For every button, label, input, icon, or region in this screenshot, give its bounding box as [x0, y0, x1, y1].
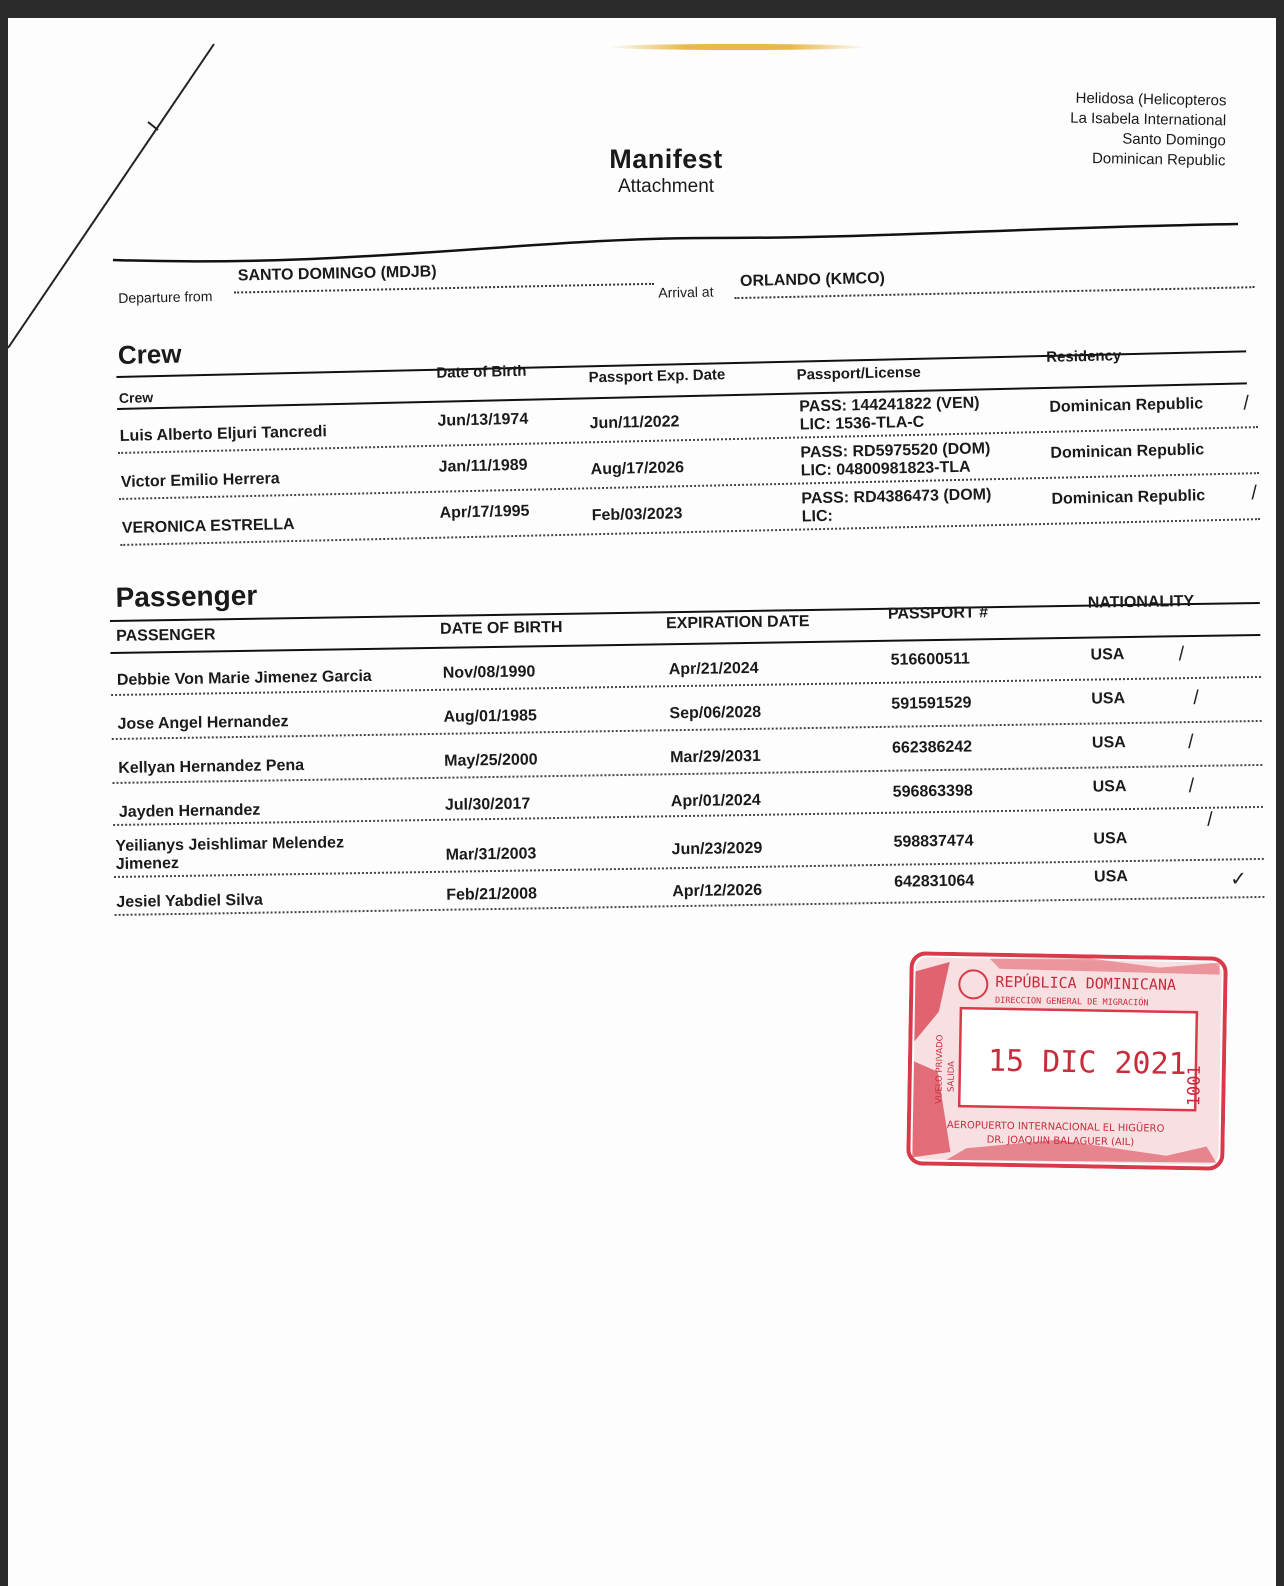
- document-page: [8, 18, 1276, 1586]
- check-mark: /: [1207, 808, 1213, 831]
- pax-dob: Nov/08/1990: [442, 663, 536, 682]
- passenger-section: [109, 564, 1264, 922]
- pax-name: Debbie Von Marie Jimenez Garcia: [116, 667, 372, 689]
- pax-nationality: USA: [1092, 778, 1127, 796]
- arrival-label: Arrival at: [658, 283, 714, 301]
- pax-exp: Apr/01/2024: [670, 791, 761, 811]
- crew-residency: Dominican Republic: [1049, 395, 1204, 416]
- pax-col-exp: EXPIRATION DATE: [665, 613, 810, 633]
- pax-passport: 662386242: [891, 738, 973, 757]
- pax-exp: Apr/12/2026: [672, 881, 763, 901]
- crew-pass: PASS: RD5975520 (DOM): [800, 440, 991, 462]
- pax-name-line-2: Jimenez: [115, 854, 180, 873]
- crew-dob: Apr/17/1995: [439, 502, 530, 522]
- pax-dob: Jul/30/2017: [444, 795, 531, 814]
- pax-nationality: USA: [1091, 734, 1126, 752]
- crew-section-title: Crew: [117, 338, 182, 370]
- stamp-airport-line-2: DR. JOAQUIN BALAGUER (AIL): [986, 1134, 1135, 1149]
- crew-residency: Dominican Republic: [1050, 441, 1205, 462]
- stamp-graphic: [906, 951, 1228, 1171]
- pen-stroke-mark: [8, 18, 268, 378]
- company-line-1: Helidosa (Helicopteros: [1075, 89, 1227, 110]
- check-mark: /: [1188, 775, 1195, 798]
- stamp-country: REPÚBLICA DOMINICANA: [995, 972, 1177, 994]
- pax-name-line-1: Yeilianys Jeishlimar Melendez: [115, 834, 345, 855]
- check-mark: /: [1251, 482, 1258, 505]
- crew-residency: Dominican Republic: [1051, 487, 1206, 508]
- pax-exp: Jun/23/2029: [671, 839, 763, 859]
- stamp-side-label-1: VUELO PRIVADO: [934, 1034, 946, 1104]
- crew-col-passport: Passport/License: [796, 363, 921, 384]
- stamp-agency: DIRECCION GENERAL DE MIGRACIÓN: [994, 995, 1149, 1009]
- crew-col-exp: Passport Exp. Date: [588, 366, 726, 387]
- pax-dob: Mar/31/2003: [445, 845, 537, 864]
- highlighter-mark: [608, 44, 868, 50]
- pax-col-passport: PASSPORT #: [887, 604, 989, 623]
- pax-exp: Sep/06/2028: [669, 703, 762, 723]
- crew-name: VERONICA ESTRELLA: [121, 516, 295, 537]
- pax-col-name: PASSENGER: [116, 626, 216, 645]
- pax-passport: 596863398: [892, 782, 973, 801]
- company-line-3: Santo Domingo: [1122, 130, 1226, 150]
- crew-exp: Jun/11/2022: [589, 413, 680, 433]
- check-mark: ✓: [1229, 868, 1248, 891]
- document-title: [606, 144, 726, 198]
- crew-lic: LIC:: [801, 507, 834, 526]
- crew-col-dob: Date of Birth: [436, 362, 527, 382]
- check-mark: /: [1243, 392, 1250, 415]
- company-line-2: La Isabela International: [1070, 109, 1227, 130]
- company-line-4: Dominican Republic: [1091, 150, 1226, 170]
- passenger-section-title: Passenger: [115, 579, 258, 613]
- pax-col-dob: DATE OF BIRTH: [439, 618, 563, 638]
- crew-pass: PASS: RD4386473 (DOM): [801, 486, 992, 508]
- pax-name: Jesiel Yabdiel Silva: [116, 891, 263, 911]
- check-mark: /: [1193, 686, 1200, 710]
- crew-name: Victor Emilio Herrera: [120, 470, 280, 491]
- company-address: [1069, 89, 1226, 172]
- check-mark: /: [1178, 643, 1185, 666]
- pax-dob: May/25/2000: [444, 751, 538, 770]
- check-mark: /: [1187, 731, 1194, 754]
- pax-nationality: USA: [1093, 868, 1128, 886]
- crew-exp: Aug/17/2026: [590, 459, 685, 479]
- pax-name: Jose Angel Hernandez: [117, 713, 289, 733]
- pax-col-nationality: NATIONALITY: [1087, 592, 1195, 612]
- crew-dob: Jan/11/1989: [438, 456, 528, 476]
- pax-exp: Apr/21/2024: [668, 659, 759, 679]
- crew-section: [116, 314, 1260, 550]
- pax-passport: 516600511: [890, 650, 970, 669]
- title-sub: Attachment: [617, 176, 715, 197]
- pax-name: Kellyan Hernandez Pena: [118, 756, 305, 777]
- crew-pass: PASS: 144241822 (VEN): [799, 394, 980, 416]
- immigration-stamp: [906, 951, 1228, 1171]
- pax-nationality: USA: [1093, 830, 1128, 848]
- pax-passport: 591591529: [891, 694, 972, 713]
- crew-lic: LIC: 04800981823-TLA: [800, 458, 971, 480]
- pax-passport: 642831064: [894, 872, 975, 891]
- arrival-value: ORLANDO (KMCO): [739, 269, 886, 290]
- pax-nationality: USA: [1090, 646, 1125, 664]
- stamp-number: 1001: [1184, 1065, 1205, 1107]
- departure-label: Departure from: [118, 288, 213, 306]
- crew-name: Luis Alberto Eljuri Tancredi: [119, 423, 328, 445]
- crew-col-name: Crew: [118, 389, 154, 406]
- pax-passport: 598837474: [893, 832, 974, 851]
- screen-edge: [1276, 0, 1284, 1586]
- stamp-airport-line-1: AEROPUERTO INTERNACIONAL EL HIGÜERO: [946, 1119, 1165, 1135]
- title-main: Manifest: [609, 144, 723, 174]
- stamp-date: 15 DIC 2021: [987, 1043, 1187, 1083]
- pax-nationality: USA: [1091, 690, 1126, 708]
- crew-lic: LIC: 1536-TLA-C: [799, 413, 925, 434]
- stamp-side-label-2: SALIDA: [946, 1061, 957, 1093]
- departure-value: SANTO DOMINGO (MDJB): [237, 263, 437, 285]
- pax-dob: Aug/01/1985: [443, 707, 538, 726]
- crew-dob: Jun/13/1974: [437, 410, 529, 430]
- pax-exp: Mar/29/2031: [670, 747, 762, 767]
- pax-dob: Feb/21/2008: [446, 885, 538, 904]
- crew-col-residency: Residency: [1046, 347, 1122, 366]
- pax-name: Jayden Hernandez: [118, 801, 261, 821]
- crew-exp: Feb/03/2023: [591, 505, 683, 525]
